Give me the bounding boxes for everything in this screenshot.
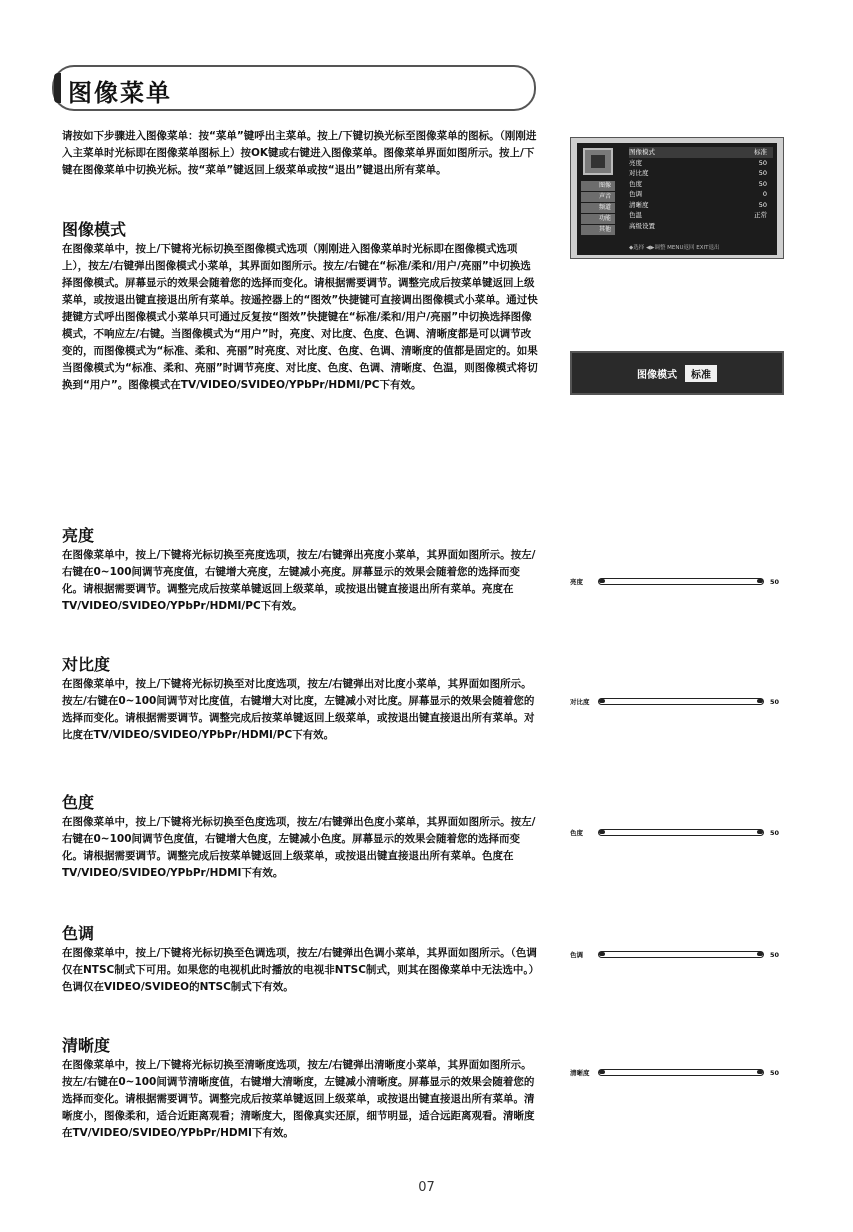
heading-color: 色度 <box>62 793 95 812</box>
section-contrast <box>62 655 540 744</box>
osd-row: 色调 0 <box>629 190 767 198</box>
osd-tab: 图像 <box>581 181 615 191</box>
section-color <box>62 793 540 882</box>
osd-row: 高级设置 <box>629 221 655 230</box>
osd-tab: 功能 <box>581 214 615 224</box>
body-tint: 在图像菜单中，按上/下键将光标切换至色调选项，按左/右键弹出色调小菜单，其界面如图所示。（色调仅在NTSC制式下可用。如果您的电视机此时播放的电视非NTSC制式，则其在图像菜单中无法选中。）色调仅在VIDEO/SVIDEO的NTSC制式下有效。 <box>62 947 540 993</box>
section-title-box <box>52 65 536 111</box>
heading-picture-mode: 图像模式 <box>62 220 127 239</box>
mode-popup-value: 标准 <box>685 365 717 382</box>
mode-popup-label: 图像模式 <box>637 369 677 381</box>
body-picture-mode: 在图像菜单中，按上/下键将光标切换至图像模式选项（刚刚进入图像菜单时光标即在图像模式选项上），按左/右键弹出图像模式小菜单，其界面如图所示。按左/右键在“标准/柔和/用户/亮丽”中切换选择图像模式。屏幕显示的效果会随着您的选择而变化。请根据需要调节。调整完成后按菜单键返回上级菜单，或按退出键直接退出所有菜单。按遥控器上的“图效”快捷键可直接调出图像模式小菜单。通过快捷键方式呼出图像模式小菜单只可通过反复按“图效”快捷键在“标准/柔和/用户/亮丽”中切换选择图像模式，不响应左/右键。当图像模式为“用户”时，亮度、对比度、色度、色调、清晰度都是可以调节改变的，而图像模式为“标准、柔和、亮丽”时亮度、对比度、色度、色调、清晰度的值都是固定的。如果当图像模式为“标准、柔和、亮丽”时调节亮度、对比度、色度、色调、清晰度、色温，则图像模式将切换到“用户”。图像模式在TV/VIDEO/SVIDEO/YPbPr/HDMI/PC下有效。 <box>62 243 538 391</box>
section-picture-mode <box>62 220 540 394</box>
osd-rows <box>629 147 773 231</box>
tint-slider: 色调 50 <box>570 951 780 959</box>
osd-row: 图像模式 标准 <box>629 147 773 158</box>
intro-block <box>62 128 540 179</box>
color-slider: 色度 50 <box>570 829 780 837</box>
picture-icon <box>583 148 613 175</box>
osd-row: 色度 50 <box>629 179 767 188</box>
osd-footer: ◆选择 ◀▶调整 MENU返回 EXIT退出 <box>629 245 720 251</box>
body-contrast: 在图像菜单中，按上/下键将光标切换至对比度选项，按左/右键弹出对比度小菜单，其界面如图所示。按左/右键在0~100间调节对比度值，右键增大对比度，左键减小对比度。屏幕显示的效果会随着您的选择而变化。请根据需要调节。调整完成后按菜单键返回上级菜单，或按退出键直接退出所有菜单。对比度在TV/VIDEO/SVIDEO/YPbPr/HDMI/PC下有效。 <box>62 678 535 741</box>
osd-row: 亮度 50 <box>629 158 767 167</box>
contrast-slider: 对比度 50 <box>570 698 780 706</box>
page-title: 图像菜单 <box>68 79 172 107</box>
osd-picture-menu <box>570 137 784 259</box>
osd-tab: 声音 <box>581 192 615 202</box>
heading-sharpness: 清晰度 <box>62 1036 111 1055</box>
sharpness-slider: 清晰度 50 <box>570 1069 780 1077</box>
osd-panel <box>577 143 777 255</box>
brightness-slider: 亮度 50 <box>570 578 780 586</box>
section-sharpness <box>62 1036 540 1142</box>
osd-tab: 频道 <box>581 203 615 213</box>
title-accent-bar <box>54 73 61 103</box>
osd-tabs <box>581 181 615 236</box>
osd-row: 对比度 50 <box>629 169 767 177</box>
body-color: 在图像菜单中，按上/下键将光标切换至色度选项，按左/右键弹出色度小菜单，其界面如图所示。按左/右键在0~100间调节色度值，右键增大色度，左键减小色度。屏幕显示的效果会随着您的选择而变化。请根据需要调节。调整完成后按菜单键返回上级菜单，或按退出键直接退出所有菜单。色度在TV/VIDEO/SVIDEO/YPbPr/HDMI下有效。 <box>62 816 536 879</box>
intro-text: 请按如下步骤进入图像菜单：按“菜单”键呼出主菜单。按上/下键切换光标至图像菜单的图标。（刚刚进入主菜单时光标即在图像菜单图标上）按OK键或右键进入图像菜单。图像菜单界面如图所示。按上/下键在图像菜单中切换光标。按“菜单”键返回上级菜单或按“退出”键退出所有菜单。 <box>62 130 537 176</box>
osd-row: 色温 正常 <box>629 211 767 219</box>
heading-tint: 色调 <box>62 924 95 943</box>
section-brightness <box>62 526 540 615</box>
picture-mode-popup <box>570 351 784 395</box>
body-brightness: 在图像菜单中，按上/下键将光标切换至亮度选项，按左/右键弹出亮度小菜单，其界面如图所示。按左/右键在0~100间调节亮度值，右键增大亮度，左键减小亮度。屏幕显示的效果会随着您的选择而变化。请根据需要调节。调整完成后按菜单键返回上级菜单，或按退出键直接退出所有菜单。亮度在TV/VIDEO/SVIDEO/YPbPr/HDMI/PC下有效。 <box>62 549 536 612</box>
section-tint <box>62 924 540 996</box>
body-sharpness: 在图像菜单中，按上/下键将光标切换至清晰度选项，按左/右键弹出清晰度小菜单，其界面如图所示。按左/右键在0~100间调节清晰度值，右键增大清晰度，左键减小清晰度。屏幕显示的效果会随着您的选择而变化。请根据需要调节。调整完成后按菜单键返回上级菜单，或按退出键直接退出所有菜单。清晰度小，图像柔和，适合近距离观看；清晰度大，图像真实还原，细节明显，适合远距离观看。清晰度在TV/VIDEO/SVIDEO/YPbPr/HDMI下有效。 <box>62 1059 535 1139</box>
heading-contrast: 对比度 <box>62 655 111 674</box>
osd-row: 清晰度 50 <box>629 200 767 209</box>
page-number: 07 <box>418 1180 435 1195</box>
heading-brightness: 亮度 <box>62 526 95 545</box>
osd-tab: 其他 <box>581 225 615 235</box>
